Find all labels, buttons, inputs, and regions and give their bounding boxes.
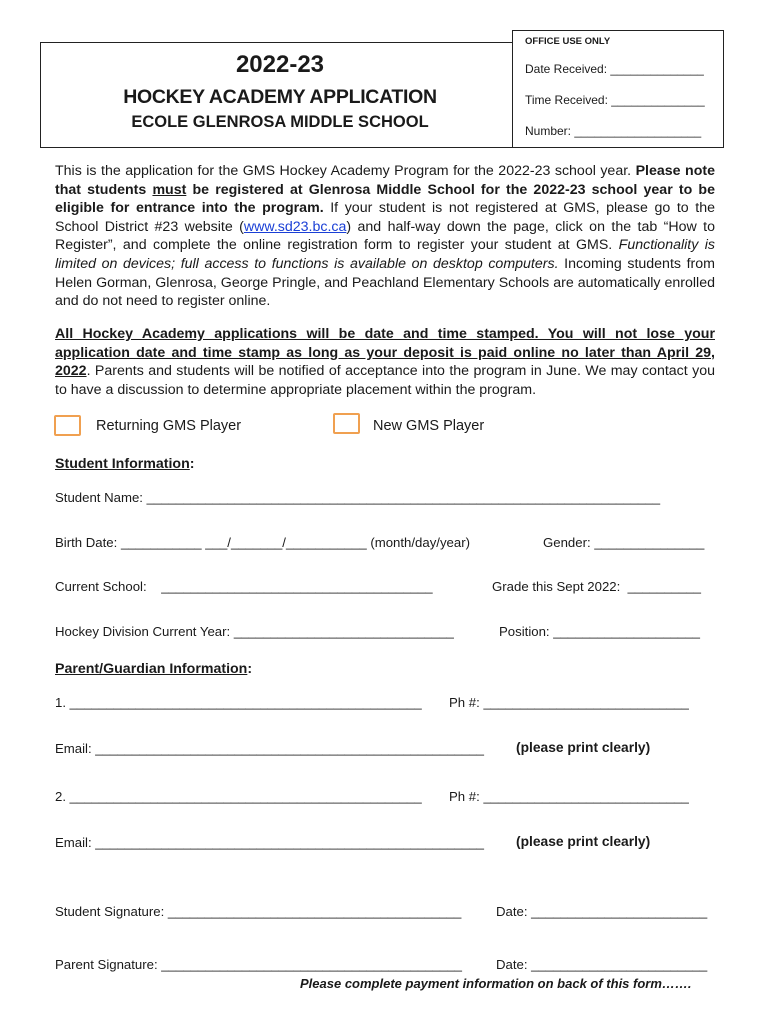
number-field[interactable]: Number: ___________________: [525, 124, 702, 138]
parent-2-print-note: (please print clearly): [516, 834, 651, 849]
title-box: [40, 42, 518, 148]
parent-2-email-field[interactable]: Email: _____________________________________________________: [55, 835, 485, 850]
intro-sentence-3b: ) and half-way down the page, click on the tab “How to Register”, and complete the online registration form to register your student at GMS.: [55, 218, 715, 254]
school-name: ECOLE GLENROSA MIDDLE SCHOOL: [131, 113, 429, 131]
position-field[interactable]: Position: ____________________: [499, 624, 700, 639]
parent-1-print-note: (please print clearly): [516, 740, 651, 755]
parent-signature-field[interactable]: Parent Signature: _________________________________________: [55, 957, 463, 972]
student-signature-date-field[interactable]: Date: ________________________: [496, 904, 708, 919]
intro-sentence-5: Incoming students from Helen Gorman, Glenrosa, George Pringle, and Peachland Elementary Schools are automatically enrolled and do not need to register online.: [55, 255, 715, 310]
parent-signature-date-field[interactable]: Date: ________________________: [496, 957, 708, 972]
parent-info-heading: Parent/Guardian Information:: [55, 661, 253, 677]
intro-sentence-4: Functionality is limited on devices; full access to functions is available on desktop computers.: [55, 237, 715, 272]
parent-2-phone-field[interactable]: Ph #: ____________________________: [449, 789, 689, 804]
intro-sentence-1: This is the application for the GMS Hockey Academy Program for the 2022-23 school year.: [55, 163, 632, 179]
intro-note-must: must: [152, 181, 187, 198]
grade-field[interactable]: Grade this Sept 2022: __________: [492, 579, 701, 594]
new-player-label: New GMS Player: [373, 418, 485, 434]
payment-footer-note: Please complete payment information on back of this form…….: [300, 976, 692, 991]
new-player-checkbox[interactable]: [333, 413, 360, 434]
returning-player-checkbox[interactable]: [54, 415, 81, 436]
hockey-division-field[interactable]: Hockey Division Current Year: ______________________________: [55, 624, 454, 639]
student-signature-field[interactable]: Student Signature: ________________________________________: [55, 904, 462, 919]
time-received-field[interactable]: Time Received: ______________: [525, 93, 705, 107]
form-title: HOCKEY ACADEMY APPLICATION: [123, 86, 437, 108]
parent-2-name-field[interactable]: 2. ________________________________________________: [55, 789, 422, 804]
parent-1-email-field[interactable]: Email: _____________________________________________________: [55, 741, 485, 756]
intro-note-a: Please note that students: [55, 163, 715, 198]
notice-paragraph: [55, 325, 715, 399]
current-school-field[interactable]: Current School: _____________________________________: [55, 579, 433, 594]
parent-1-phone-field[interactable]: Ph #: ____________________________: [449, 695, 689, 710]
parent-1-name-field[interactable]: 1. ________________________________________________: [55, 695, 422, 710]
birth-date-field[interactable]: Birth Date: ___________ ___/_______/___________ (month/day/year): [55, 535, 470, 550]
gender-field[interactable]: Gender: _______________: [543, 535, 705, 550]
office-use-title: OFFICE USE ONLY: [525, 36, 611, 47]
form-year: 2022-23: [235, 51, 325, 78]
date-received-field[interactable]: Date Received: ______________: [525, 62, 704, 76]
returning-player-label: Returning GMS Player: [96, 418, 242, 434]
intro-paragraph: [55, 162, 715, 311]
notice-bold: All Hockey Academy applications will be date and time stamped. You will not lose your application date and time stamp as long as your deposit is paid online no later than April 29, 2022: [55, 326, 715, 380]
notice-rest: . Parents and students will be notified of acceptance into the program in June. We may contact you to have a discussion to determine appropriate placement within the program.: [55, 363, 715, 398]
district-website-link[interactable]: www.sd23.bc.ca: [243, 218, 347, 235]
intro-note-c: be registered at Glenrosa Middle School for the 2022-23 school year to be eligible for entrance into the program.: [55, 181, 715, 217]
intro-sentence-3a: If your student is not registered at GMS, please go to the School District #23 website (: [55, 200, 715, 235]
student-info-heading: Student Information:: [55, 456, 195, 472]
student-name-field[interactable]: Student Name: ______________________________________________________________________: [55, 490, 661, 505]
office-use-box: [512, 30, 724, 148]
